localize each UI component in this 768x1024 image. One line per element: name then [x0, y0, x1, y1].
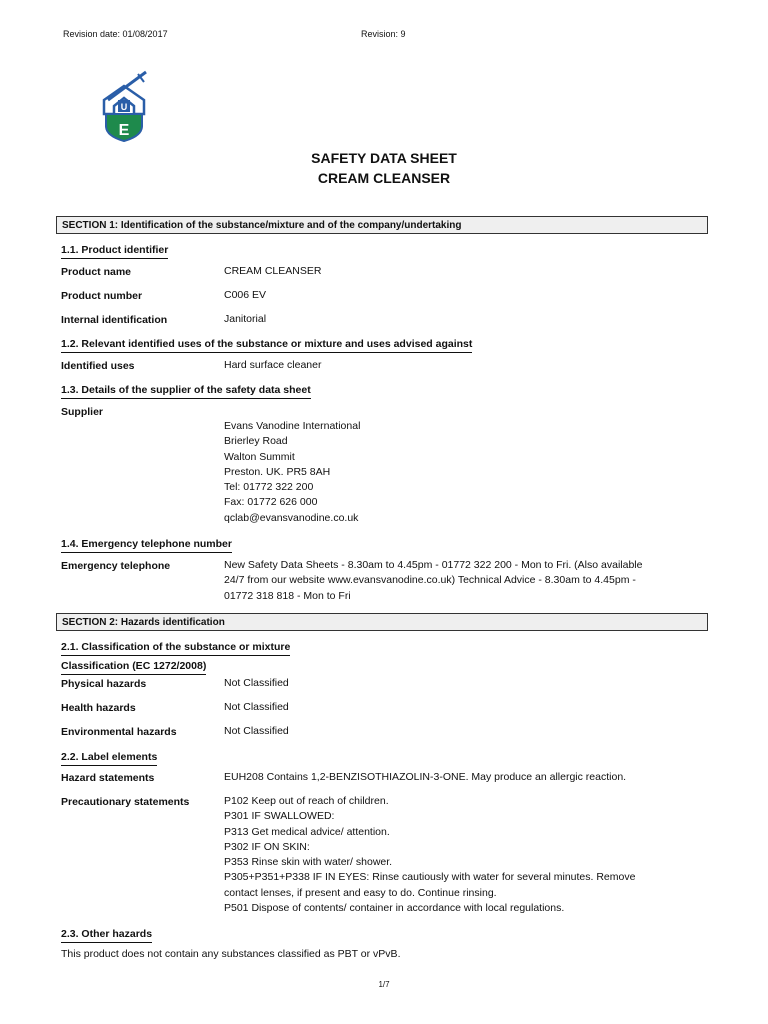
emergency-telephone-label: Emergency telephone	[61, 560, 171, 572]
supplier-label: Supplier	[61, 406, 104, 418]
physical-hazards-label: Physical hazards	[61, 678, 147, 690]
precaution-line: contact lenses, if present and easy to do. Continue rinsing.	[224, 886, 497, 899]
company-logo	[94, 70, 154, 142]
supplier-line: Evans Vanodine International	[224, 420, 361, 432]
hazard-statements-value: EUH208 Contains 1,2-BENZISOTHIAZOLIN-3-ONE. May produce an allergic reaction.	[224, 771, 627, 783]
section-2-heading: SECTION 2: Hazards identification	[56, 613, 708, 631]
product-number-label: Product number	[61, 290, 143, 302]
document-title: SAFETY DATA SHEET	[311, 150, 457, 166]
hazard-statements-label: Hazard statements	[61, 772, 155, 784]
subsection-2-2: 2.2. Label elements	[61, 751, 157, 766]
emergency-line: 24/7 from our website www.evansvanodine.co.uk) Technical Advice - 8.30am to 4.45pm -	[224, 574, 636, 587]
precautionary-statements-value	[224, 794, 704, 916]
precaution-line: P305+P351+P338 IF IN EYES: Rinse cautiously with water for several minutes. Remove	[224, 871, 636, 884]
other-hazards-text: This product does not contain any substances classified as PBT or vPvB.	[61, 948, 401, 960]
supplier-line: Walton Summit	[224, 450, 295, 463]
supplier-fax: Fax: 01772 626 000	[224, 496, 318, 509]
emergency-line: New Safety Data Sheets - 8.30am to 4.45pm - 01772 322 200 - Mon to Fri. (Also available	[224, 559, 643, 571]
supplier-email: qclab@evansvanodine.co.uk	[224, 511, 359, 524]
product-title: CREAM CLEANSER	[317, 170, 451, 186]
subsection-1-4: 1.4. Emergency telephone number	[61, 538, 232, 553]
revision-date: Revision date: 01/08/2017	[63, 29, 168, 39]
internal-identification-label: Internal identification	[61, 314, 168, 326]
health-hazards-label: Health hazards	[61, 702, 136, 714]
evans-vanodine-shield-logo-icon	[94, 70, 154, 142]
environmental-hazards-value: Not Classified	[224, 725, 289, 737]
identified-uses-label: Identified uses	[61, 360, 135, 372]
precaution-line: P302 IF ON SKIN:	[224, 840, 310, 853]
page-number: 1/7	[378, 980, 390, 989]
supplier-line: Preston. UK. PR5 8AH	[224, 465, 331, 478]
classification-heading: Classification (EC 1272/2008)	[61, 660, 206, 675]
subsection-1-3: 1.3. Details of the supplier of the safety data sheet	[61, 384, 311, 399]
precaution-line: P501 Dispose of contents/ container in accordance with local regulations.	[224, 902, 565, 915]
supplier-address	[224, 419, 704, 526]
health-hazards-value: Not Classified	[224, 701, 289, 713]
precaution-line: P313 Get medical advice/ attention.	[224, 825, 390, 838]
identified-uses-value: Hard surface cleaner	[224, 359, 322, 371]
revision-number: Revision: 9	[361, 29, 406, 39]
precautionary-statements-label: Precautionary statements	[61, 796, 190, 808]
precaution-line: P353 Rinse skin with water/ shower.	[224, 856, 393, 869]
svg-text:U: U	[120, 102, 128, 112]
precaution-line: P102 Keep out of reach of children.	[224, 795, 389, 807]
emergency-telephone-value	[224, 558, 704, 604]
supplier-line: Brierley Road	[224, 435, 288, 448]
product-number-value: C006 EV	[224, 289, 267, 301]
svg-text:E: E	[118, 122, 130, 139]
precaution-line: P301 IF SWALLOWED:	[224, 810, 335, 823]
subsection-2-1: 2.1. Classification of the substance or mixture	[61, 641, 290, 656]
supplier-phone: Tel: 01772 322 200	[224, 481, 314, 494]
subsection-1-1: 1.1. Product identifier	[61, 244, 168, 259]
internal-identification-value: Janitorial	[224, 313, 267, 325]
physical-hazards-value: Not Classified	[224, 677, 289, 689]
section-1-heading: SECTION 1: Identification of the substance/mixture and of the company/undertaking	[56, 216, 708, 234]
product-name-value: CREAM CLEANSER	[224, 265, 322, 277]
subsection-1-2: 1.2. Relevant identified uses of the substance or mixture and uses advised against	[61, 338, 472, 353]
subsection-2-3: 2.3. Other hazards	[61, 928, 152, 943]
environmental-hazards-label: Environmental hazards	[61, 726, 177, 738]
emergency-line: 01772 318 818 - Mon to Fri	[224, 589, 351, 602]
product-name-label: Product name	[61, 266, 132, 278]
